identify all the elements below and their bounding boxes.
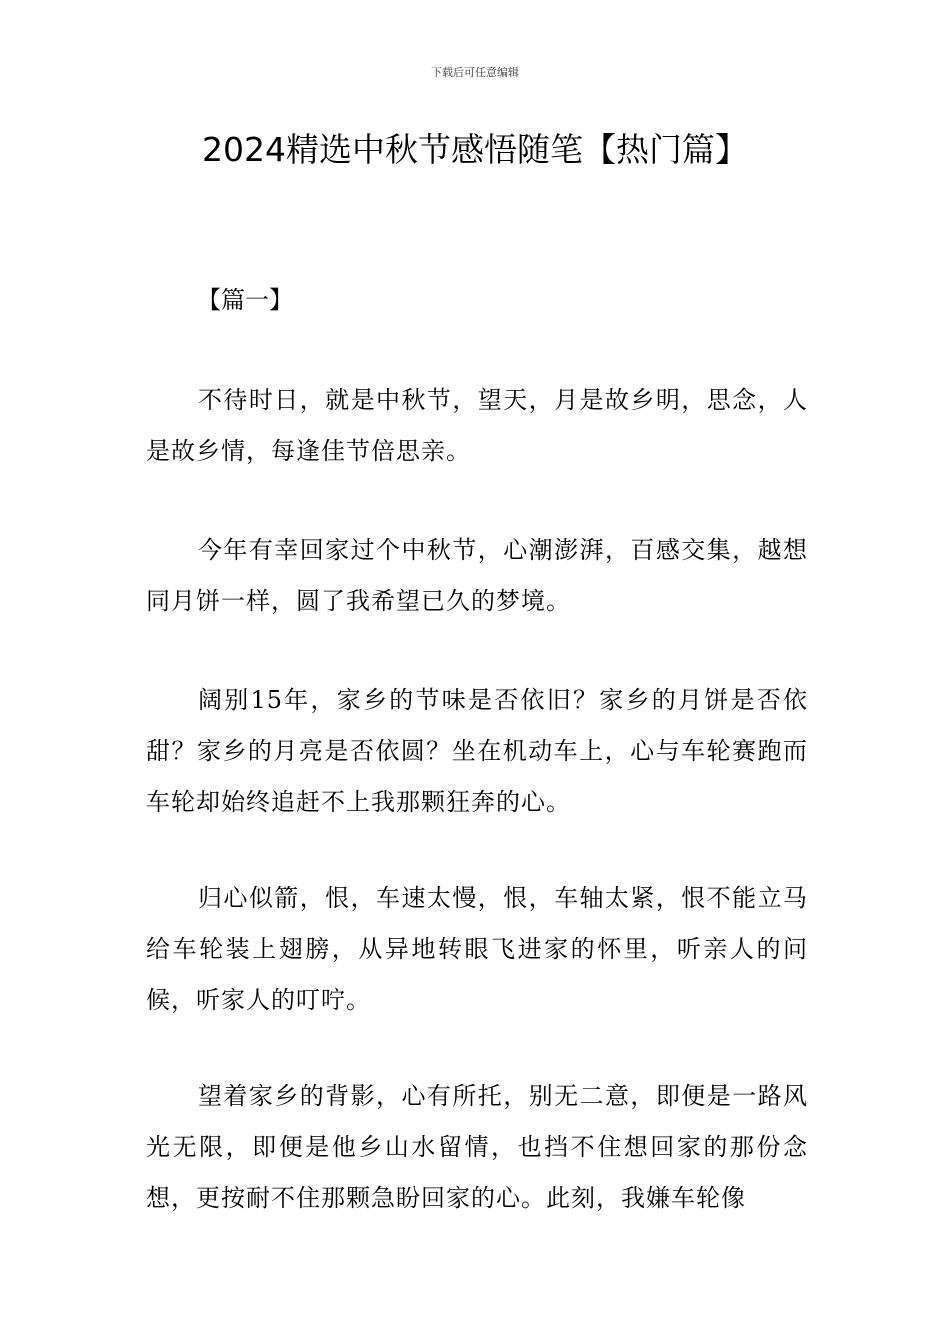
- paragraph-2: 今年有幸回家过个中秋节，心潮澎湃，百感交集，越想同月饼一样，圆了我希望已久的梦境。: [146, 536, 808, 615]
- paragraph-1: 不待时日，就是中秋节，望天，月是故乡明，思念，人是故乡情，每逢佳节倍思亲。: [146, 386, 808, 465]
- paragraph-5: 望着家乡的背影，心有所托，别无二意，即便是一路风光无限，即便是他乡山水留情，也挡不住想回家的那份念想，更按耐不住那颗急盼回家的心。此刻，我嫌车轮像: [146, 1082, 808, 1212]
- document-title: 2024精选中秋节感悟随笔【热门篇】: [202, 130, 748, 169]
- section-label: 【篇一】: [197, 286, 293, 314]
- paragraph-3: 阔别15年，家乡的节味是否依旧？家乡的月饼是否依甜？家乡的月亮是否依圆？坐在机动车上，心与车轮赛跑而车轮却始终追赶不上我那颗狂奔的心。: [146, 686, 808, 816]
- page-header-note: 下载后可任意编辑: [431, 66, 519, 79]
- paragraph-4: 归心似箭，恨，车速太慢，恨，车轴太紧，恨不能立马给车轮装上翅膀，从异地转眼飞进家的怀里，听亲人的问候，听家人的叮咛。: [146, 884, 808, 1014]
